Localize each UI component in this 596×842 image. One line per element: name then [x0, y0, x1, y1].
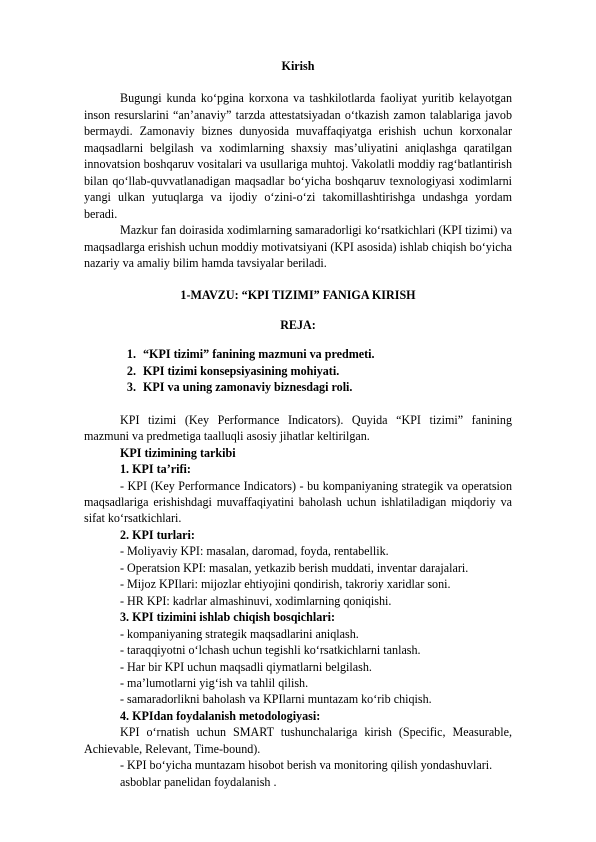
stages-item: - ma’lumotlarni yig‘ish va tahlil qilish.: [120, 675, 309, 690]
intro-paragraph-2: Mazkur fan doirasida xodimlarning samaradorligi ko‘rsatkichlari (KPI tizimi) va maqsadlarga erishish uchun moddiy motivatsiyani (KPI asosida) ishlab chiqish bo‘yicha nazariy va amaliy bilim hamda tavsiyalar beriladi.: [84, 223, 512, 270]
method-heading: 4. KPIdan foydalanish metodologiyasi:: [120, 708, 321, 723]
plan-list: [84, 346, 512, 395]
definition-text: - KPI (Key Performance Indicators) - bu kompaniyaning strategik va operatsion maqsadlariga erishishdagi muvaffaqiyatini baholash uchun ishlatiladigan miqdoriy va sifat ko‘rsatkichlari.: [84, 478, 512, 526]
intro-paragraph-1: Bugungi kunda ko‘pgina korxona va tashkilotlarda faoliyat yuritib kelayotgan inson resurslarini “an’anaviy” tarzda attestatsiyadan o‘tkazish zamon talablariga javob bermaydi. Zamonaviy biznes dunyosida muvaffaqiyatga erishish uchun korxonalar maqsadlarni belgilash va xodimlarning shaxsiy mas’uliyatini aniqlashga qaratilgan innovatsion boshqaruv vositalari va usullariga muhtoj. Vakolatli moddiy rag‘batlantirish bilan qo‘llab-quvvatlanadigan maqsadlar bo‘yicha boshqaruv texnologiyasi xodimlarni yangi ulkan yutuqlarga va ijodiy o‘zini-o‘zi takomillashtirishga undashga yordam beradi.: [84, 91, 512, 221]
section-title: 1-MAVZU: “KPI TIZIMI” FANIGA KIRISH: [180, 288, 416, 303]
plan-item-3: 3. KPI va uning zamonaviy biznesdagi roli.: [139, 379, 512, 395]
stages-item: - samaradorlikni baholash va KPIlarni muntazam ko‘rib chiqish.: [120, 692, 432, 707]
method-text: KPI o‘rnatish uchun SMART tushunchalariga kirish (Specific, Measurable, Achievable, Relevant, Time-bound).: [84, 725, 512, 756]
types-item: - HR KPI: kadrlar almashinuvi, xodimlarning qoniqishi.: [120, 593, 392, 608]
stages-heading: 3. KPI tizimini ishlab chiqish bosqichlari:: [120, 610, 336, 625]
definition-heading: 1. KPI ta’rifi:: [120, 462, 191, 477]
plan-item-1: 1. “KPI tizimi” fanining mazmuni va predmeti.: [139, 346, 512, 362]
plan-item-2: 2. KPI tizimi konsepsiyasining mohiyati.: [139, 363, 512, 379]
types-item: - Mijoz KPIlari: mijozlar ehtiyojini qondirish, takroriy xaridlar soni.: [120, 577, 451, 592]
stages-item: - taraqqiyotni o‘lchash uchun tegishli ko‘rsatkichlarni tanlash.: [120, 643, 421, 658]
document-page: [84, 58, 512, 790]
types-item: - Operatsion KPI: masalan, yetkazib berish muddati, inventar darajalari.: [120, 560, 469, 575]
stages-item: - kompaniyaning strategik maqsadlarini aniqlash.: [120, 626, 359, 641]
plan-title: REJA:: [280, 317, 316, 332]
structure-heading: KPI tizimining tarkibi: [120, 445, 236, 460]
page-title: Kirish: [281, 59, 315, 73]
topic-intro: KPI tizimi (Key Performance Indicators). Quyida “KPI tizimi” fanining mazmuni va predmetiga taalluqli asosiy jihatlar keltirilgan.: [84, 412, 512, 444]
stages-item: - Har bir KPI uchun maqsadli qiymatlarni belgilash.: [120, 659, 372, 674]
method-item: asboblar panelidan foydalanish .: [120, 774, 277, 789]
method-item: - KPI bo‘yicha muntazam hisobot berish va monitoring qilish yondashuvlari.: [120, 758, 493, 773]
types-item: - Moliyaviy KPI: masalan, daromad, foyda, rentabellik.: [120, 544, 389, 559]
types-heading: 2. KPI turlari:: [120, 527, 195, 542]
